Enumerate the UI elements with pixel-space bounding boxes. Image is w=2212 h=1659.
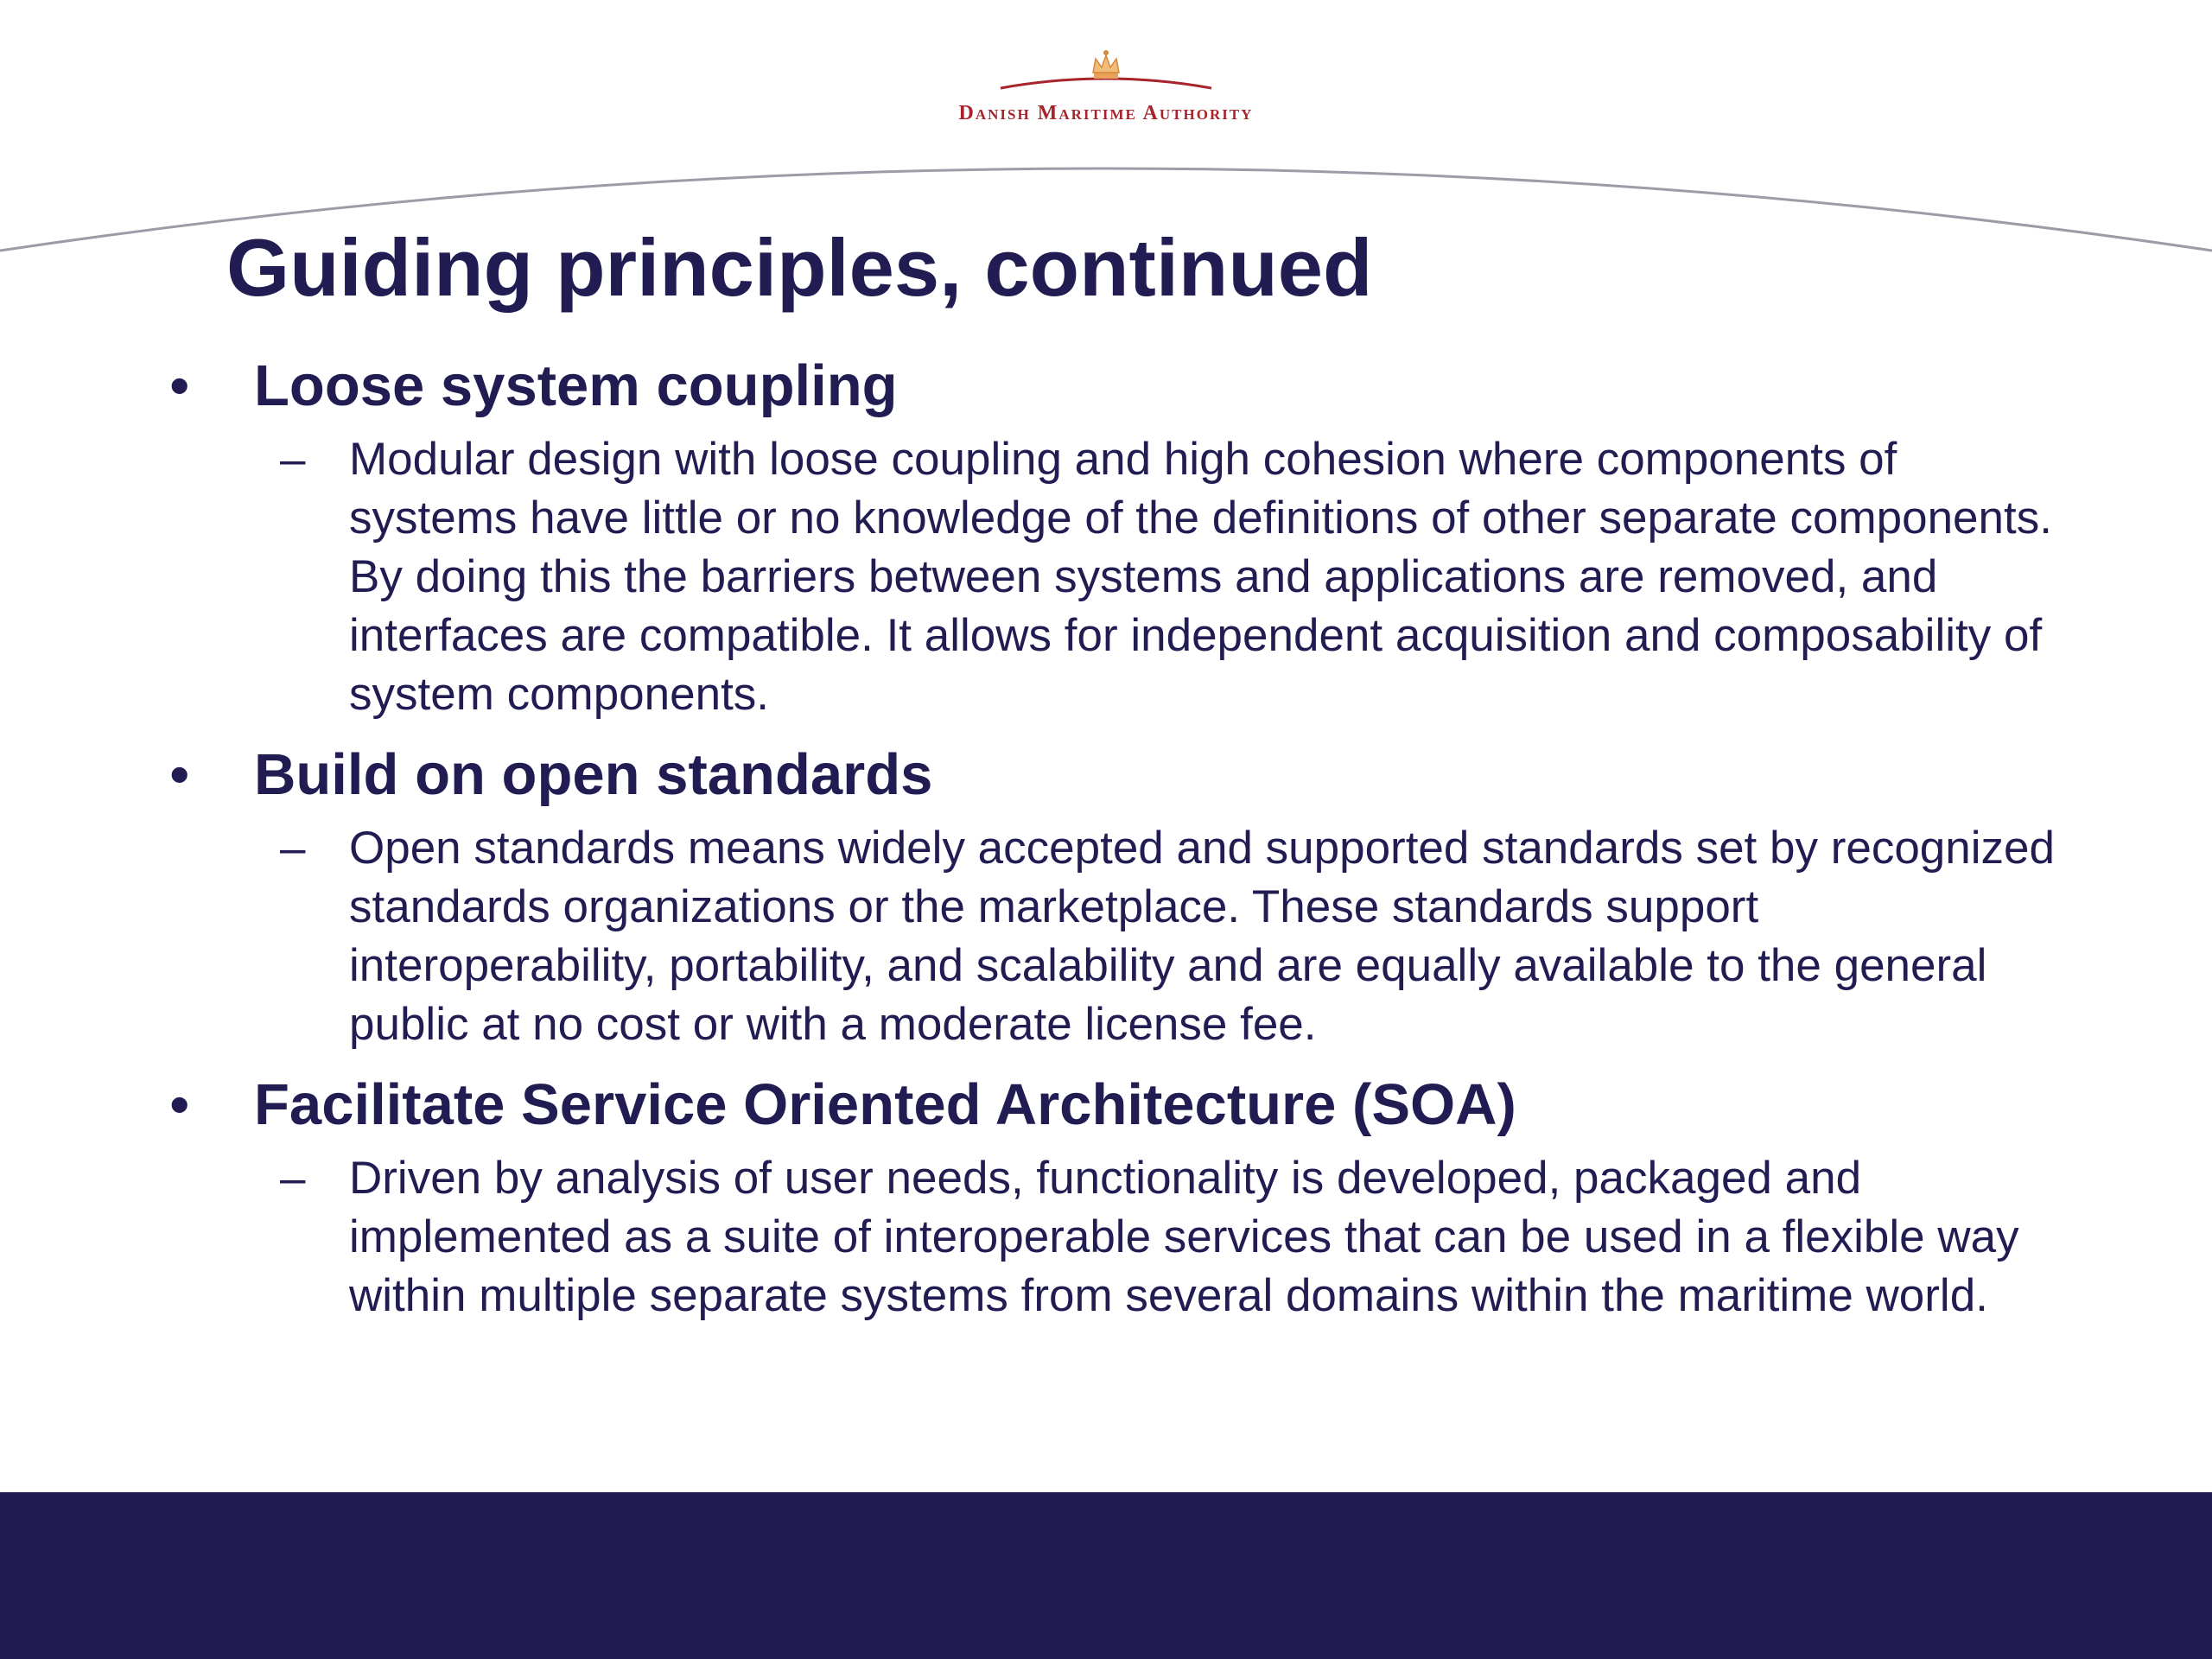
sub-bullet (280, 819, 2077, 1054)
bullet-section (164, 736, 2091, 1054)
sub-bullet-text: Modular design with loose coupling and high cohesion where components of systems have little or no knowledge of the definitions of other separate components. By doing this the barriers between systems and applications are removed, and interfaces are compatible. It allows for independent acquisition and composability of system components. (349, 434, 2052, 720)
sub-bullet-dash: – (280, 1153, 306, 1204)
footer-band (0, 1492, 2212, 1659)
logo-text: Danish Maritime Authority (958, 102, 1254, 124)
crown-icon (899, 45, 1313, 102)
sub-bullet-dash: – (280, 823, 306, 874)
slide-title: Guiding principles, continued (226, 222, 1373, 313)
bullet-heading (164, 1066, 2091, 1144)
sub-bullet-text: Driven by analysis of user needs, functionality is developed, packaged and implemented as a suite of interoperable services that can be used in a flexible way within multiple separate systems from several domains within the maritime world. (349, 1153, 2019, 1321)
bullet-heading-text: Build on open standards (254, 742, 933, 807)
bullet-heading (164, 736, 2091, 814)
bullet-heading-text: Facilitate Service Oriented Architecture (SOA) (254, 1072, 1516, 1137)
logo (899, 45, 1313, 131)
slide-content (164, 347, 2091, 1338)
bullet-heading-text: Loose system coupling (254, 353, 898, 418)
sub-bullet-dash: – (280, 434, 306, 485)
sub-bullet (280, 1149, 2077, 1325)
bullet-dot: • (169, 1072, 190, 1137)
sub-bullet-text: Open standards means widely accepted and supported standards set by recognized standards organizations or the marketplace. These standards support interoperability, portability, and scalability and are equally available to the general public at no cost or with a moderate license fee. (349, 823, 2055, 1050)
bullet-dot: • (169, 742, 190, 807)
bullet-section (164, 1066, 2091, 1325)
bullet-section (164, 347, 2091, 724)
bullet-heading (164, 347, 2091, 425)
bullet-dot: • (169, 353, 190, 418)
sub-bullet (280, 430, 2077, 724)
